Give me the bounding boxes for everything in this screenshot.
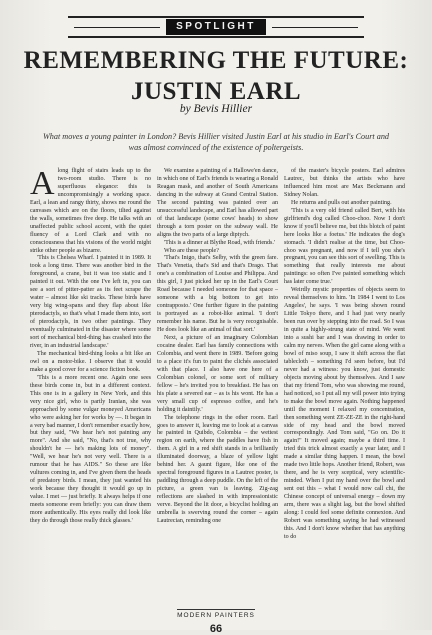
paragraph: Next, a picture of an imaginary Colombian cocaine dealer. Earl has family connections with Colombia, and went there in 1989. 'Before going to a place it's fun to paint the clichés associated with that place. I also have one here of a Colombian colonel, or some sort of military fellow – he's invited you to breakfast. He has on his plate a severed ear – as is his wont. He has a very small cup of espresso coffee, and he's holding it daintily.' (157, 335, 278, 413)
page-footer (0, 604, 432, 635)
column-3 (284, 168, 405, 588)
paragraph: The mechanical bird-thing looks a bit like an owl on a motor-bike. I observe that it would make a good cover for a science fiction book. (30, 350, 151, 373)
paragraph: Who are these people? (164, 247, 219, 254)
article-body (30, 165, 406, 588)
paragraph: We examine a painting of a Hallowe'en dance, in which one of Earl's friends is wearing a Ronald Reagan mask, and another of South Americans dancing in the subway at Grand Central Station. The second painting was painted over an unsuccessful landscape, and Earl has allowed part of that landscape (some cows' heads) to show through a torn poster on the subway wall. He aligns the two parts of a large diptych. (157, 168, 278, 238)
column-2 (157, 168, 278, 588)
section-label: SPOTLIGHT (166, 19, 266, 35)
standfirst: What moves a young painter in London? Bevis Hillier visited Justin Earl at his studio in Earl's Court and was almost convinced of the existence of poltergeists. (42, 132, 390, 152)
column-1 (30, 165, 152, 588)
paragraph: Weirdly mystic properties of objects seem to reveal themselves to him. 'In 1984 I went to Los Angeles', he says. 'I was being shown round Little Tokyo there, and I had just very nearly been run over by stepping into the road. So I was in quite a highly-strung state of mind. We went into a sushi bar and I was drawing in order to calm my nerves. When the girl came along with a bowl of miso soup, I saw it shift across the flat tablecloth – something I'd seen before, but I'd never had a witness: you know, just domestic objects moving about by themselves. And I saw that my friend Tom, who was showing me round, had noticed, so I put all my will power into trying to make the bowl move again. Nothing happened until the moment I relaxed my concentration, then something went ZE-ZE-ZE in the right-hand side of my head and the bowl moved correspondingly. And Tom said, "Go on. Do it again!" It moved again; maybe a third time. I tried this trick almost exactly a year later, and I made a similar thing happen. I mean, the bowl made two little hops. Another friend, Robert, was there, and he is very sceptical, very scientific-minded. When I put my hand over the bowl and sent out this – what I would now call chi, the Chinese concept of universal energy – down my arm, there was a slight lag, but the bowl shifted along: I could feel some definite connexion. And Robert was something saying he had witnessed this. And I don't know whether that has anything to do (284, 287, 405, 540)
section-header (68, 16, 364, 38)
paragraph: The telephone rings in the other room. Earl goes to answer it, leaving me to look at a canvas he painted in Quibdo, Colombia – the wettest region on earth, where the paddles have fish in them. A girl in a red shift stands in a brilliantly illuminated doorway, a blaze of yellow light behind her. A gaunt figure, like one of the spectral foreground figures in a Lautrec poster, is paddling through a deep puddle. On the left of the picture, a green van is leaving. Zig-zag reflections are slashed in with impressionistic verve. Beyond the lit door, a bicyclist holding an umbrella is swerving round the corner – again Lautrecian, reminding one (157, 414, 278, 524)
paragraph: 'This is Chelsea Wharf. I painted it in 1989. It took a long time. There was another bird in the foreground, a crane, but it was too static and I painted it out. With the one I've left in, you can see a sort of pitter-patter as its feet scrape the water – almost like ski tracks. These birds have very big wing-spans and they flap about like pterodactyls, so that's what I made them into, sort of pterodactyls, in two other paintings. They eventually culminated in the disaster where some sort of mechanical bird-thing has crashed into the river, in an industrial landscape.' (30, 255, 151, 349)
magazine-name: MODERN PAINTERS (177, 609, 255, 619)
article-title-line1: REMEMBERING THE FUTURE: (23, 47, 409, 74)
article-title (0, 45, 432, 107)
paragraph: Along flight of stairs leads up to the two-room studio. There is no superfluous elegance: this is uncompromisingly a working space. Earl, a lean and rangy thirty, shows me round the canvases which are on the floors, tilted against the walls, sometimes five deep. He talks with an unaffected public school accent, with the quiet fluency of a Lord Clark and with no consciousness that his visions of the world might strike other people as bizarre. (30, 165, 151, 254)
header-rule-right (272, 27, 358, 28)
paragraph: 'This is a very old friend called Bert, with his girlfriend's dog called Choo-choo. Now I don't know if you'll believe me, but this blotch of paint here looks like a foetus.' He indicates the dog's stomach. 'I didn't realise at the time, but Choo-choo was pregnant, and now if I tell you she's pregnant, you can see this sort of swelling. This is something that really interests me about paintings: so often I've painted something which has later come true.' (284, 207, 405, 286)
paragraph: 'That's Inigo, that's Selby, with the green fare. That's Venetia, that's Sid and that's Drago. That one's a combination of Louise and Philippa. And this girl, I just picked her up in the Earl's Court Road because I needed someone for that space – someone with a big bottom to get into contrapposto.' One further figure in the painting is portrayed as a robot-like animal. 'I don't remember his name. But he is very recognisable. He does look like an animal of that sort.' (157, 255, 278, 334)
paragraph: of the master's bicycle posters. Earl admires Lautrec, but thinks the artists who have influenced him most are Max Beckmann and Sidney Nolan. (284, 168, 405, 198)
paragraph: 'This is a dinner at Blythe Road, with friends.' (164, 239, 276, 246)
header-rule-left (74, 27, 160, 28)
page-number: 66 (209, 623, 223, 635)
drop-cap: A (30, 165, 55, 202)
paragraph: 'This is a more recent one. Again one sees these birds come in, but in a different context. This one is in a gallery in New York, and this very nice girl, who is partly Iranian, she was approached by some vulgar moneyed Americans who were asking her for works by —. It began in a very bad manner, I don't remember exactly how, but they said, "We hear he's not painting any more". And she said, "No, that's not true, why shouldn't he — he's making lots of money". "Well, we hear he's not very well. There is a rumour that he has AIDS." So these are like vultures coming in, and I've given them the heads of predatory birds. I mean, they just wanted his work because they thought it would go up in value. I met — just briefly. It always helps if one meets someone even briefly: you can draw them more authentically. His eyes really did look like they do through those really thick glasses.' (30, 374, 152, 524)
article-title-line2: JUSTIN EARL (130, 78, 302, 105)
paragraph: He returns and pulls out another painting. (291, 199, 392, 206)
byline: by Bevis Hillier (179, 103, 253, 115)
